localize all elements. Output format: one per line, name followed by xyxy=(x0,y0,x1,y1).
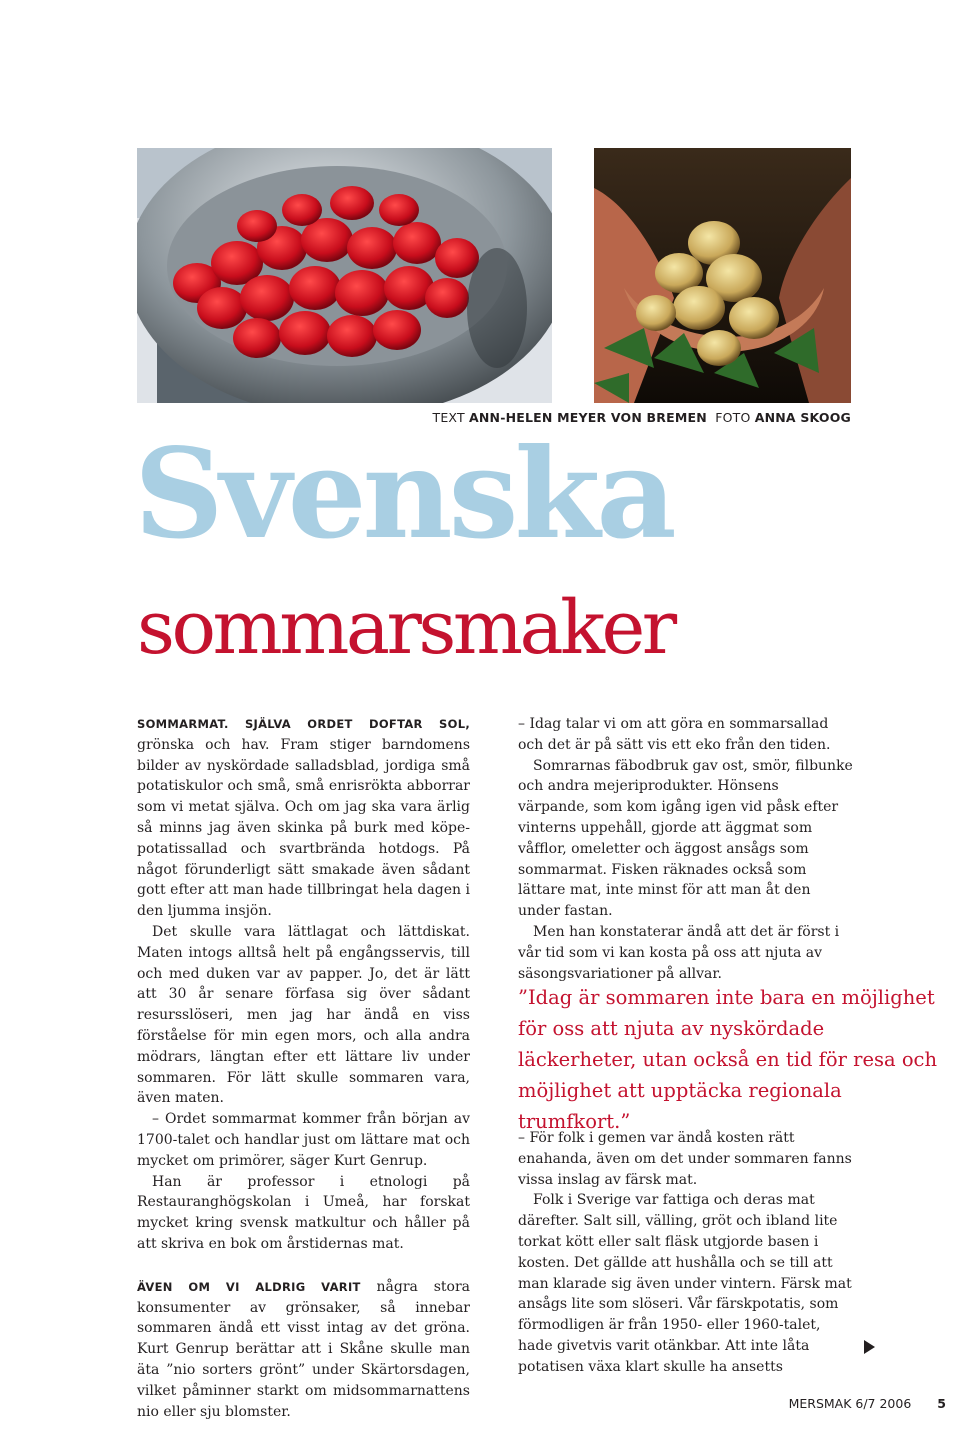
author-name: ANN-HELEN MEYER VON BREMEN xyxy=(469,410,707,425)
right-column-continued xyxy=(518,1128,853,1378)
paragraph: Det skulle vara lättlagat och lättdiskat. Maten intogs alltså helt på engångsservis, till och med duken var av papper. Jo, det är lätt att 30 år senare förfasa sig över sådant resursslöseri, men jag har ändå en viss förståelse för min egen mors, och alla andra mödrars, längtan efter ett lättare liv under sommaren. För lätt skulle sommaren vara, även maten. xyxy=(137,923,470,1107)
photographer-name: ANNA SKOOG xyxy=(754,410,851,425)
paragraph-lead: ÄVEN OM VI ALDRIG VARIT xyxy=(137,1279,361,1294)
headline-main: Svenska xyxy=(134,422,673,567)
paragraph: Folk i Sverige var fattiga och deras mat därefter. Salt sill, välling, gröt och ibland lite torkat kött eller salt fläsk utgjorde basen i kosten. Det gällde att hushålla och se till att man klarade sig även under vintern. Färsk mat ansågs lite som slöseri. Vår färskpotatis, som förmodligen är från 1950- eller 1960-talet, hade givetvis varit otänkbar. Att inte låta potatisen växa klart skulle ha ansetts xyxy=(518,1192,852,1375)
page-number: 5 xyxy=(937,1396,946,1411)
potatoes-photo xyxy=(594,148,851,403)
paragraph: – Ordet sommarmat kommer från början av 1700-talet och handlar just om lättare mat och mycket om primörer, säger Kurt Genrup. xyxy=(137,1111,470,1169)
paragraph: Han är professor i etnologi på Restauranghögskolan i Umeå, har forskat mycket kring svensk matkultur och håller på att skriva en bok om årstidernas mat. xyxy=(137,1173,470,1252)
paragraph-lead: SOMMARMAT. SJÄLVA ORDET DOFTAR SOL, xyxy=(137,717,470,731)
paragraph xyxy=(137,1277,470,1423)
pull-quote: ”Idag är sommaren inte bara en möjlighet för oss att njuta av nyskördade läckerheter, utan också en tid för resa och möjlighet att upptäcka regionala trumfkort.” xyxy=(518,986,938,1133)
paragraph: – För folk i gemen var ändå kosten rätt enahanda, även om det under sommaren fanns vissa inslag av färsk mat. xyxy=(518,1130,852,1188)
strawberries-photo xyxy=(137,148,552,403)
magazine-issue: MERSMAK 6/7 2006 xyxy=(788,1396,912,1411)
paragraph-text: några stora konsumenter av grönsaker, så innebar sommaren ändå ett visst intag av det gröna. Kurt Genrup berättar att i Skåne skulle man äta ”nio sorters grönt” under Skärtorsdagen, vilket påminner starkt om midsommarnattens nio eller sju blomster. xyxy=(137,1278,470,1420)
headline-sub: sommarsmaker xyxy=(137,585,674,671)
page-footer xyxy=(789,1396,946,1411)
continue-arrow-icon xyxy=(864,1340,875,1354)
left-column xyxy=(137,714,470,1422)
text-credit-label: TEXT xyxy=(432,410,465,425)
paragraph xyxy=(137,714,470,922)
paragraph-text: grönska och hav. Fram stiger barndomens bilder av nyskördade salladsblad, jordiga små potatiskulor och små, små enrisrökta abborrar som vi metat själva. Och om jag ska vara ärlig så minns jag även skinka på burk med köpe-potatissallad och svartbrända hotdogs. På något förunderligt sätt smakade även sådant gott efter att man hade tillbringat hela dagen i den ljumma insjön. xyxy=(137,736,470,920)
paragraph: Men han konstaterar ändå att det är först i vår tid som vi kan kosta på oss att njuta av säsongsvariationer på allvar. xyxy=(518,923,840,982)
right-column xyxy=(518,714,853,984)
paragraph: Somrarnas fäbodbruk gav ost, smör, filbunke och andra mejeriprodukter. Hönsens värpande, som kom igång igen vid påsk efter vinterns uppehåll, gjorde att äggmat som våfflor, omeletter och äggost ansågs som sommarmat. Fisken räknades också som lättare mat, inte minst för att man åt den under fastan. xyxy=(518,757,853,920)
paragraph: – Idag talar vi om att göra en sommarsallad och det är på sätt vis ett eko från den tiden. xyxy=(518,716,831,753)
photo-credit-label: FOTO xyxy=(715,410,751,425)
